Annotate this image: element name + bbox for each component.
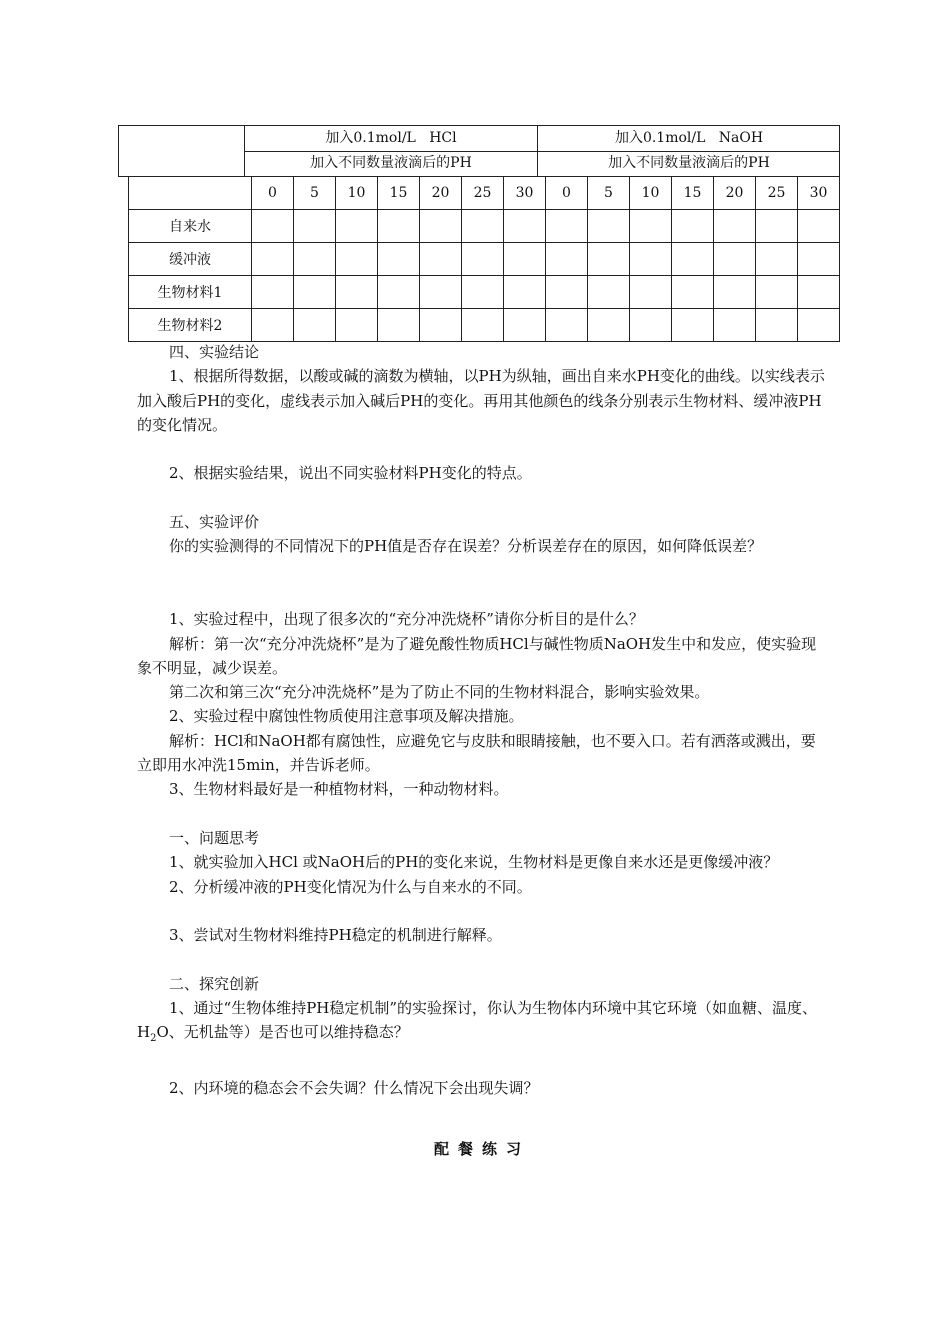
table-cell — [798, 276, 840, 309]
table-cell — [630, 276, 672, 309]
table-cell — [336, 210, 378, 243]
table-header — [118, 125, 840, 177]
paragraph: 你的实验测得的不同情况下的PH值是否存在误差？分析误差存在的原因，如何降低误差？ — [169, 537, 763, 556]
drop-count: 0 — [252, 177, 294, 210]
table-cell — [252, 210, 294, 243]
table-cell — [336, 309, 378, 342]
table-row — [129, 210, 840, 243]
table-cell — [672, 309, 714, 342]
table-cell — [630, 309, 672, 342]
drop-count: 20 — [420, 177, 462, 210]
table-cell — [420, 243, 462, 276]
table-cell — [546, 210, 588, 243]
answer: 第二次和第三次“充分冲洗烧杯”是为了防止不同的生物材料混合，影响实验效果。 — [169, 683, 710, 702]
table-cell — [714, 210, 756, 243]
table-cell — [504, 210, 546, 243]
footer-heading: 配餐练习 — [433, 1139, 530, 1158]
drop-count: 5 — [294, 177, 336, 210]
drop-count: 30 — [798, 177, 840, 210]
table-cell — [714, 309, 756, 342]
table-cell — [336, 276, 378, 309]
table-cell — [798, 243, 840, 276]
paragraph: 2、内环境的稳态会不会失调？什么情况下会出现失调？ — [169, 1078, 539, 1097]
table-cell — [630, 243, 672, 276]
paragraph: 3、尝试对生物材料维持PH稳定的机制进行解释。 — [169, 926, 502, 945]
table-cell — [378, 210, 420, 243]
subheader-naoh: 加入不同数量液滴后的PH — [608, 155, 770, 171]
table-cell — [546, 276, 588, 309]
table-cell — [504, 276, 546, 309]
drop-count: 15 — [672, 177, 714, 210]
paragraph: 2、根据实验结果，说出不同实验材料PH变化的特点。 — [169, 464, 532, 483]
table-cell — [756, 309, 798, 342]
table-cell — [462, 243, 504, 276]
header-hcl: 加入0.1mol/L HCl — [325, 130, 457, 146]
table-cell — [672, 243, 714, 276]
table-cell — [714, 243, 756, 276]
table-cell — [504, 243, 546, 276]
answer: 解析：第一次“充分冲洗烧杯”是为了避免酸性物质HCl与碱性物质NaOH发生中和发应，使实验现象不明显，减少误差。 — [137, 634, 817, 677]
paragraph: 1、就实验加入HCl 或NaOH后的PH的变化来说，生物材料是更像自来水还是更像缓冲液？ — [169, 853, 779, 872]
table-cell — [462, 210, 504, 243]
answer: 解析：HCl和NaOH都有腐蚀性，应避免它与皮肤和眼睛接触，也不要入口。若有洒落或溅出，要立即用水冲洗15min，并告诉老师。 — [137, 731, 816, 775]
drop-count: 0 — [546, 177, 588, 210]
question: 1、实验过程中，出现了很多次的“充分冲洗烧杯”请你分析目的是什么？ — [169, 610, 644, 629]
table-cell — [588, 309, 630, 342]
table-cell — [588, 210, 630, 243]
drop-count: 30 — [504, 177, 546, 210]
paragraph — [137, 996, 827, 1052]
table-cell — [588, 243, 630, 276]
table-row — [129, 243, 840, 276]
table-cell — [504, 309, 546, 342]
section-title: 一、问题思考 — [169, 828, 260, 847]
table-cell — [672, 210, 714, 243]
subheader-hcl: 加入不同数量液滴后的PH — [310, 155, 472, 171]
table-row — [129, 177, 840, 210]
subscript: 2 — [150, 1033, 157, 1045]
header-naoh: 加入0.1mol/L NaOH — [614, 130, 764, 146]
table-cell — [714, 276, 756, 309]
table-cell — [798, 210, 840, 243]
table-cell — [129, 177, 252, 210]
section-title: 五、实验评价 — [169, 513, 260, 532]
paragraph: 2、分析缓冲液的PH变化情况为什么与自来水的不同。 — [169, 877, 532, 896]
text-fragment: 1、通过“生物体维持PH稳定机制”的实验探讨，你认为生物体内环境中其它环境（如血糖、温度、H — [137, 999, 818, 1042]
table-cell — [546, 243, 588, 276]
row-label: 生物材料2 — [129, 309, 252, 342]
drop-count: 5 — [588, 177, 630, 210]
table-cell — [462, 309, 504, 342]
drop-count: 20 — [714, 177, 756, 210]
question: 2、实验过程中腐蚀性物质使用注意事项及解决措施。 — [169, 707, 524, 726]
table-cell — [420, 210, 462, 243]
table-cell — [462, 276, 504, 309]
row-label: 生物材料1 — [129, 276, 252, 309]
row-label: 缓冲液 — [129, 243, 252, 276]
section-title: 四、实验结论 — [169, 343, 260, 361]
drop-count: 10 — [630, 177, 672, 210]
ph-data-table — [128, 176, 840, 342]
table-cell — [252, 276, 294, 309]
table-row — [129, 309, 840, 342]
text-fragment: O、无机盐等）是否也可以维持稳态？ — [156, 1023, 409, 1042]
table-cell — [252, 309, 294, 342]
drop-count: 25 — [462, 177, 504, 210]
paragraph: 1、根据所得数据，以酸或碱的滴数为横轴，以PH为纵轴，画出自来水PH变化的曲线。以实线表示加入酸后PH的变化，虚线表示加入碱后PH的变化。再用其他颜色的线条分别表示生物材料、缓冲液PH的变化情况。 — [137, 367, 825, 434]
drop-count: 10 — [336, 177, 378, 210]
table-cell — [336, 243, 378, 276]
table-cell — [546, 309, 588, 342]
table-cell — [294, 243, 336, 276]
section-title: 二、探究创新 — [169, 974, 260, 993]
row-label: 自来水 — [129, 210, 252, 243]
table-cell — [798, 309, 840, 342]
table-cell — [252, 243, 294, 276]
table-cell — [756, 243, 798, 276]
drop-count: 15 — [378, 177, 420, 210]
table-cell — [378, 276, 420, 309]
table-cell — [294, 276, 336, 309]
table-cell — [756, 276, 798, 309]
drop-count: 25 — [756, 177, 798, 210]
document-body — [137, 340, 827, 1161]
table-cell — [294, 210, 336, 243]
table-cell — [420, 276, 462, 309]
table-cell — [420, 309, 462, 342]
table-cell — [378, 309, 420, 342]
table-cell — [672, 276, 714, 309]
table-cell — [588, 276, 630, 309]
question: 3、生物材料最好是一种植物材料，一种动物材料。 — [169, 780, 509, 799]
table-cell — [294, 309, 336, 342]
table-cell — [378, 243, 420, 276]
table-cell — [756, 210, 798, 243]
table-row — [129, 276, 840, 309]
table-cell — [630, 210, 672, 243]
